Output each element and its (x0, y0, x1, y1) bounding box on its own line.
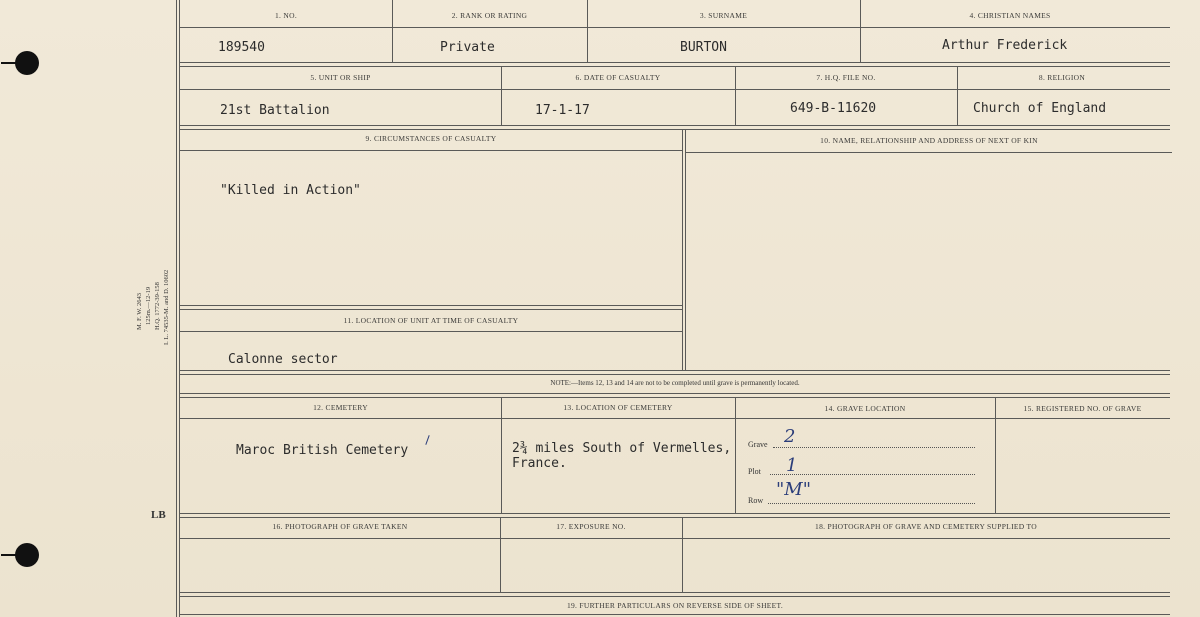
row4-divider-1 (501, 397, 502, 513)
value-religion: Church of England (973, 101, 1107, 116)
row1-bottom-border (179, 62, 1170, 67)
header-date: 6. DATE OF CASUALTY (575, 73, 661, 82)
row-dotted-line (768, 503, 975, 504)
row4-bottom-border (179, 513, 1170, 518)
punch-hole-bottom (15, 543, 39, 567)
value-location-unit: Calonne sector (228, 352, 338, 367)
punch-hole-top (15, 51, 39, 75)
header-location-unit: 11. LOCATION OF UNIT AT TIME OF CASUALTY (343, 316, 519, 325)
row3-bottom-border (179, 370, 1170, 375)
row1-header-line (179, 27, 1170, 28)
header-circumstances: 9. CIRCUMSTANCES OF CASUALTY (365, 134, 497, 143)
header-registered-no: 15. REGISTERED NO. OF GRAVE (1023, 404, 1142, 413)
row4-divider-3 (995, 397, 996, 513)
note-bottom-border (179, 393, 1170, 398)
header-photograph-taken: 16. PHOTOGRAPH OF GRAVE TAKEN (272, 522, 408, 531)
grave-value: 2 (784, 426, 796, 447)
next-of-kin-header-line (686, 152, 1172, 153)
header-christian-names: 4. CHRISTIAN NAMES (969, 11, 1051, 20)
plot-value: 1 (786, 455, 798, 476)
row2-bottom-border (179, 125, 1170, 130)
circumstances-bottom-border (179, 305, 682, 310)
row1-divider-1 (392, 0, 393, 62)
header-exposure-no: 17. EXPOSURE NO. (556, 522, 626, 531)
location-unit-header-line (179, 331, 682, 332)
header-cemetery-location: 13. LOCATION OF CEMETERY (563, 403, 673, 412)
form-code-3: H.Q. 1772-39-158 (154, 282, 161, 330)
left-border (176, 0, 177, 617)
value-date: 17-1-17 (535, 103, 590, 118)
bottom-line (179, 614, 1170, 615)
header-grave-location: 14. GRAVE LOCATION (824, 404, 906, 413)
row1-divider-3 (860, 0, 861, 62)
form-code-2: 125m.—12-19 (145, 286, 152, 325)
header-surname: 3. SURNAME (699, 11, 748, 20)
header-further-particulars: 19. FURTHER PARTICULARS ON REVERSE SIDE OF SHEET. (566, 601, 784, 610)
header-photograph-supplied: 18. PHOTOGRAPH OF GRAVE AND CEMETERY SUPPLIED TO (815, 522, 1037, 531)
header-file-no: 7. H.Q. FILE NO. (816, 73, 876, 82)
value-circumstances: "Killed in Action" (220, 183, 361, 198)
header-religion: 8. RELIGION (1038, 73, 1086, 82)
grave-dotted-line (773, 447, 975, 448)
header-number: 1. NO. (274, 11, 297, 20)
value-rank: Private (440, 40, 495, 55)
form-code-1: M. F. W. 2643 (136, 292, 143, 330)
row-value: "M" (776, 479, 811, 500)
header-rank: 2. RANK OR RATING (451, 11, 528, 20)
row3-divider-b (685, 129, 686, 370)
value-unit: 21st Battalion (220, 103, 330, 118)
row-label: Row (748, 496, 764, 505)
note-text: NOTE:—Items 12, 13 and 14 are not to be completed until grave is permanently located. (550, 379, 800, 387)
row5-bottom-border (179, 592, 1170, 597)
row4-header-line (179, 418, 1170, 419)
header-unit: 5. UNIT OR SHIP (310, 73, 371, 82)
row5-header-line (179, 538, 1170, 539)
value-surname: BURTON (680, 40, 727, 55)
value-cemetery: Maroc British Cemetery (236, 443, 409, 458)
row1-divider-2 (587, 0, 588, 62)
value-christian-names: Arthur Frederick (942, 38, 1068, 53)
header-cemetery: 12. CEMETERY (313, 403, 368, 412)
header-next-of-kin: 10. NAME, RELATIONSHIP AND ADDRESS OF NEXT OF KIN (820, 136, 1038, 145)
value-cemetery-location-2: France. (512, 456, 567, 471)
form-code-4: I. L. 74535-M. and D. 10602 (163, 269, 170, 345)
row4-divider-2 (735, 397, 736, 513)
plot-label: Plot (748, 467, 761, 476)
row2-header-line (179, 89, 1170, 90)
value-number: 189540 (218, 40, 265, 55)
lb-mark: LB (151, 509, 166, 521)
plot-dotted-line (770, 474, 975, 475)
value-cemetery-location-1: 2¾ miles South of Vermelles, (512, 441, 732, 456)
value-file-no: 649-B-11620 (790, 101, 877, 116)
row3-divider (682, 129, 683, 370)
grave-label: Grave (748, 440, 768, 449)
circumstances-header-line (179, 150, 682, 151)
cemetery-check-mark (425, 435, 429, 445)
